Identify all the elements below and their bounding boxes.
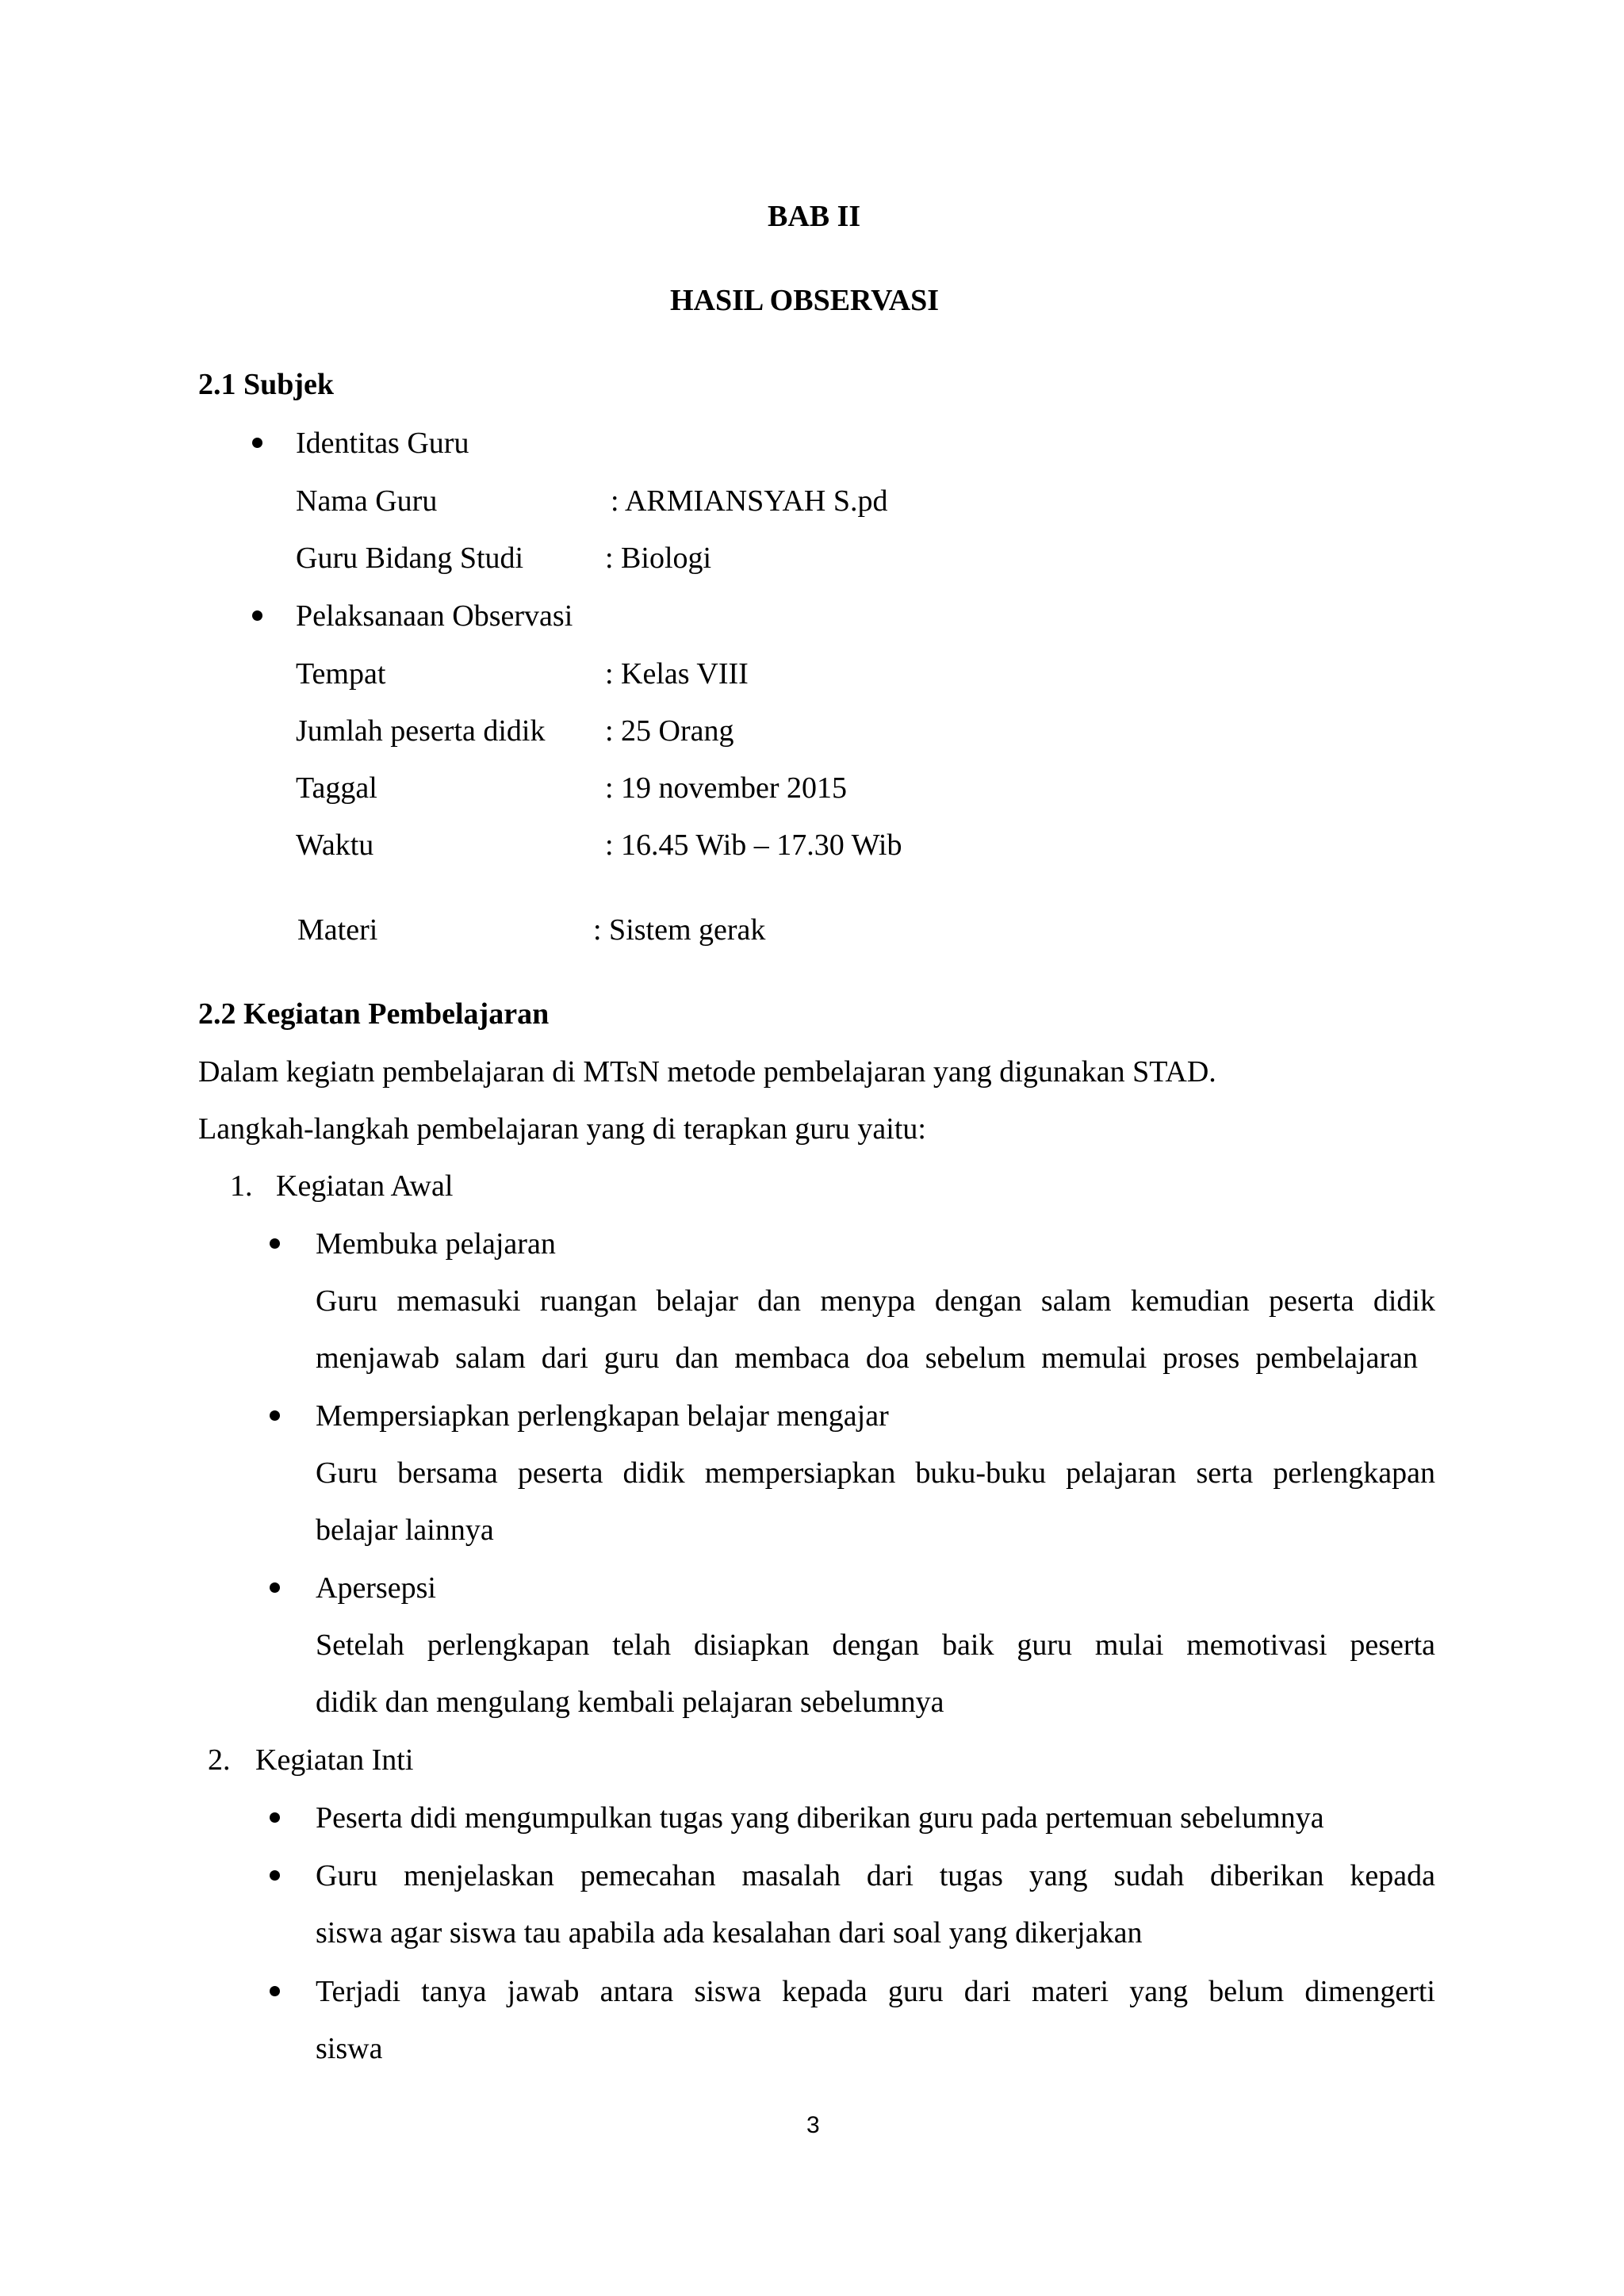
bullet-icon — [270, 1582, 280, 1593]
paragraph-line: Setelah perlengkapan telah disiapkan dengan baik guru mulai memotivasi peserta — [316, 1628, 1435, 1662]
paragraph-line: didik dan mengulang kembali pelajaran sebelumnya — [316, 1686, 944, 1719]
paragraph-line: siswa — [316, 2032, 383, 2065]
paragraph-line: Guru memasuki ruangan belajar dan menypa dengan salam kemudian peserta didik — [316, 1284, 1435, 1318]
field-value: : 25 Orang — [605, 714, 734, 748]
paragraph-line: belajar lainnya — [316, 1513, 494, 1547]
field-value: : Kelas VIII — [605, 657, 749, 691]
section-title-kegiatan: 2.2 Kegiatan Pembelajaran — [198, 997, 550, 1031]
field-label: Guru Bidang Studi — [296, 541, 524, 575]
field-value: : Biologi — [605, 541, 712, 575]
identitas-guru-label: Identitas Guru — [296, 427, 469, 460]
bullet-icon — [252, 438, 262, 448]
paragraph-line: Guru menjelaskan pemecahan masalah dari tugas yang sudah diberikan kepada — [316, 1859, 1435, 1892]
list-item-title: Apersepsi — [316, 1571, 436, 1605]
list-item-title: Membuka pelajaran — [316, 1227, 556, 1261]
intro-paragraph-line: Langkah-langkah pembelajaran yang di terapkan guru yaitu: — [198, 1112, 926, 1146]
field-label: Nama Guru — [296, 484, 438, 518]
paragraph-line: Peserta didi mengumpulkan tugas yang diberikan guru pada pertemuan sebelumnya — [316, 1801, 1324, 1835]
page-number: 3 — [806, 2112, 820, 2138]
intro-paragraph-line: Dalam kegiatn pembelajaran di MTsN metode pembelajaran yang digunakan STAD. — [198, 1055, 1216, 1089]
field-label: Jumlah peserta didik — [296, 714, 546, 748]
paragraph-line: siswa agar siswa tau apabila ada kesalahan dari soal yang dikerjakan — [316, 1916, 1143, 1950]
bullet-icon — [270, 1410, 280, 1421]
bullet-icon — [270, 1986, 280, 1996]
bullet-icon — [270, 1238, 280, 1249]
paragraph-line: Guru bersama peserta didik mempersiapkan buku-buku pelajaran serta perlengkapan — [316, 1456, 1435, 1490]
step-number: 2. — [208, 1743, 231, 1777]
list-item-title: Mempersiapkan perlengkapan belajar mengajar — [316, 1399, 889, 1433]
field-value: : 16.45 Wib – 17.30 Wib — [605, 828, 902, 862]
field-label: Taggal — [296, 771, 377, 805]
step-title: Kegiatan Awal — [276, 1169, 454, 1203]
paragraph-line: menjawab salam dari guru dan membaca doa sebelum memulai proses pembelajaran — [316, 1341, 1418, 1375]
step-number: 1. — [230, 1169, 253, 1203]
field-value: : Sistem gerak — [593, 913, 766, 947]
chapter-title: HASIL OBSERVASI — [670, 284, 940, 317]
step-title: Kegiatan Inti — [255, 1743, 414, 1777]
pelaksanaan-observasi-label: Pelaksanaan Observasi — [296, 599, 573, 633]
field-label: Tempat — [296, 657, 386, 691]
section-title-subjek: 2.1 Subjek — [198, 368, 335, 401]
bullet-icon — [270, 1812, 280, 1823]
field-label: Materi — [297, 913, 378, 947]
bullet-icon — [252, 610, 262, 621]
paragraph-line: Terjadi tanya jawab antara siswa kepada guru dari materi yang belum dimengerti — [316, 1975, 1435, 2008]
field-value: : 19 november 2015 — [605, 771, 848, 805]
chapter-heading: BAB II — [768, 200, 861, 233]
bullet-icon — [270, 1870, 280, 1881]
field-label: Waktu — [296, 828, 374, 862]
field-value: : ARMIANSYAH S.pd — [611, 484, 888, 518]
